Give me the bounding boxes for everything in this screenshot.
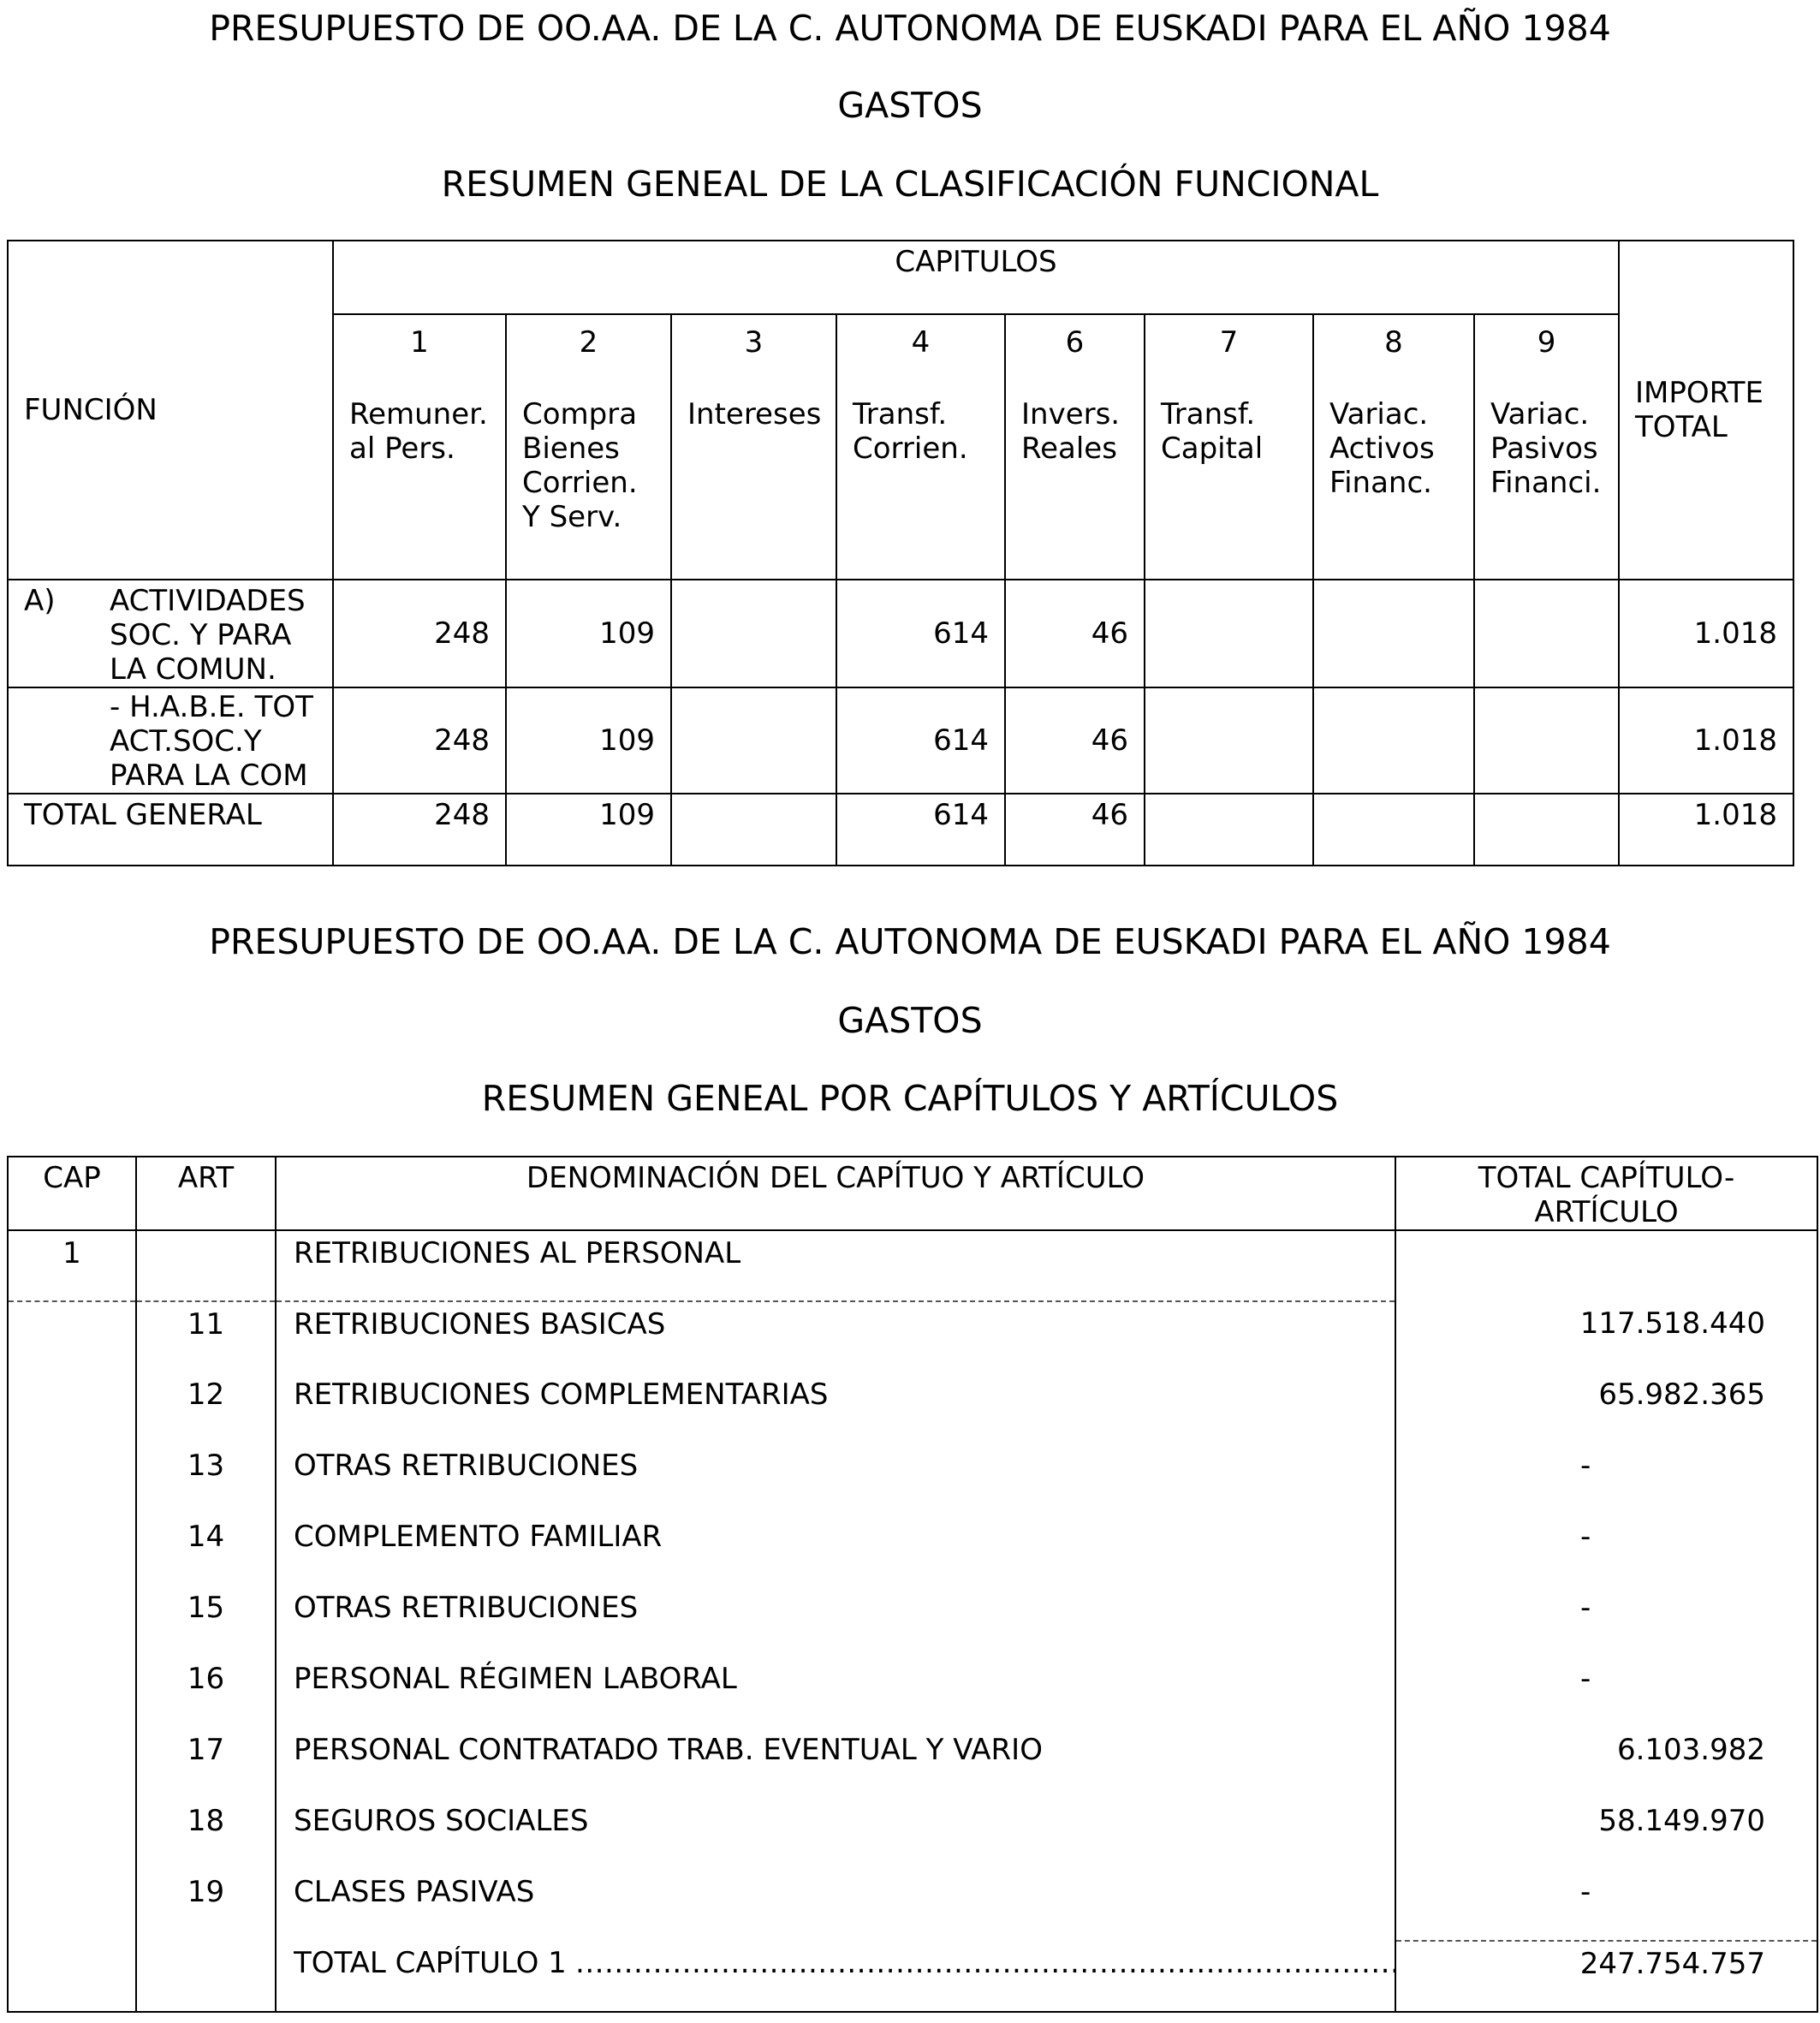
chapter-name: Transf. Corrien. <box>836 387 1005 580</box>
article-cap <box>8 1657 136 1728</box>
article-cap <box>8 1728 136 1799</box>
importe-total-header: IMPORTE TOTAL <box>1619 241 1793 580</box>
article-cap <box>8 1514 136 1586</box>
article-row <box>8 1728 1817 1799</box>
row-label <box>8 687 333 794</box>
chapter-number: 8 <box>1313 314 1474 387</box>
value-cell: 248 <box>333 580 506 687</box>
article-cap <box>8 1443 136 1514</box>
article-row <box>8 1799 1817 1870</box>
article-cap <box>8 1586 136 1657</box>
value-cell: 614 <box>836 580 1005 687</box>
total-chapter-value: 247.754.757 <box>1395 1941 1817 2012</box>
article-total: - <box>1395 1586 1817 1657</box>
cap-header: CAP <box>8 1157 136 1230</box>
value-cell <box>671 794 836 866</box>
article-cap <box>8 1799 136 1870</box>
row-label-text: ACTIVIDADES SOC. Y PARA LA COMUN. <box>110 584 306 687</box>
functional-classification-table <box>7 240 1794 866</box>
row-prefix <box>24 690 110 793</box>
article-number: 18 <box>136 1799 276 1870</box>
total-header: TOTAL CAPÍTULO-ARTÍCULO <box>1395 1157 1817 1230</box>
value-cell: 46 <box>1005 580 1145 687</box>
chapter-name: Transf. Capital <box>1145 387 1313 580</box>
value-cell <box>1313 687 1474 794</box>
table-row-total <box>8 794 1793 866</box>
funcion-header: FUNCIÓN <box>8 241 333 580</box>
article-total: - <box>1395 1514 1817 1586</box>
value-cell: 109 <box>506 580 671 687</box>
total-cell: 1.018 <box>1619 687 1793 794</box>
value-cell: 248 <box>333 687 506 794</box>
value-cell: 109 <box>506 794 671 866</box>
chapter-name: Variac. Activos Financ. <box>1313 387 1474 580</box>
article-number: 16 <box>136 1657 276 1728</box>
total-cap <box>8 1941 136 2012</box>
row-label-text: - H.A.B.E. TOT ACT.SOC.Y PARA LA COM <box>110 690 313 793</box>
value-cell <box>671 687 836 794</box>
total-chapter-label-cell <box>276 1941 1395 2012</box>
article-name: COMPLEMENTO FAMILIAR <box>276 1514 1395 1586</box>
article-number: 19 <box>136 1870 276 1941</box>
section2-title: PRESUPUESTO DE OO.AA. DE LA C. AUTONOMA DE EUSKADI PARA EL AÑO 1984 <box>209 921 1611 962</box>
chapter-number: 3 <box>671 314 836 387</box>
value-cell <box>1145 580 1313 687</box>
article-total: - <box>1395 1870 1817 1941</box>
row-label <box>8 580 333 687</box>
section1-heading: RESUMEN GENEAL DE LA CLASIFICACIÓN FUNCIONAL <box>441 164 1379 205</box>
chapter-cap: 1 <box>8 1230 136 1301</box>
chapter-number: 1 <box>333 314 506 387</box>
table-row <box>8 580 1793 687</box>
article-cap <box>8 1372 136 1443</box>
article-number: 15 <box>136 1586 276 1657</box>
article-name: OTRAS RETRIBUCIONES <box>276 1443 1395 1514</box>
article-name: OTRAS RETRIBUCIONES <box>276 1586 1395 1657</box>
total-art <box>136 1941 276 2012</box>
article-number: 11 <box>136 1301 276 1372</box>
chapter-number: 4 <box>836 314 1005 387</box>
denominacion-header: DENOMINACIÓN DEL CAPÍTUO Y ARTÍCULO <box>276 1157 1395 1230</box>
section2-subtitle: GASTOS <box>837 1000 983 1041</box>
dot-leader <box>575 1946 1395 1980</box>
article-cap <box>8 1301 136 1372</box>
chapter-total-row <box>8 1941 1817 2012</box>
article-total: - <box>1395 1443 1817 1514</box>
article-number: 17 <box>136 1728 276 1799</box>
chapter-total <box>1395 1230 1817 1301</box>
chapter-number: 9 <box>1474 314 1619 387</box>
article-row <box>8 1657 1817 1728</box>
article-total: 65.982.365 <box>1395 1372 1817 1443</box>
chapter-number: 2 <box>506 314 671 387</box>
chapter-name: Remuner. al Pers. <box>333 387 506 580</box>
total-cell: 1.018 <box>1619 580 1793 687</box>
total-cell: 1.018 <box>1619 794 1793 866</box>
article-name: PERSONAL CONTRATADO TRAB. EVENTUAL Y VARIO <box>276 1728 1395 1799</box>
value-cell: 614 <box>836 794 1005 866</box>
art-header: ART <box>136 1157 276 1230</box>
article-total: 6.103.982 <box>1395 1728 1817 1799</box>
article-total: 58.149.970 <box>1395 1799 1817 1870</box>
chapters-articles-table <box>7 1156 1818 2013</box>
chapter-art <box>136 1230 276 1301</box>
article-name: CLASES PASIVAS <box>276 1870 1395 1941</box>
section2-heading: RESUMEN GENEAL POR CAPÍTULOS Y ARTÍCULOS <box>481 1078 1339 1119</box>
value-cell <box>671 580 836 687</box>
chapter-number: 7 <box>1145 314 1313 387</box>
article-name: PERSONAL RÉGIMEN LABORAL <box>276 1657 1395 1728</box>
value-cell <box>1313 580 1474 687</box>
section1-subtitle: GASTOS <box>837 85 983 126</box>
value-cell: 109 <box>506 687 671 794</box>
row-prefix: A) <box>24 584 56 618</box>
table-row <box>8 687 1793 794</box>
article-row <box>8 1372 1817 1443</box>
total-chapter-label: TOTAL CAPÍTULO 1 <box>294 1946 567 1980</box>
chapter-name: Invers. Reales <box>1005 387 1145 580</box>
article-name: RETRIBUCIONES COMPLEMENTARIAS <box>276 1372 1395 1443</box>
article-row <box>8 1514 1817 1586</box>
value-cell <box>1474 794 1619 866</box>
value-cell: 46 <box>1005 687 1145 794</box>
article-total: 117.518.440 <box>1395 1301 1817 1372</box>
article-number: 13 <box>136 1443 276 1514</box>
article-number: 12 <box>136 1372 276 1443</box>
article-row <box>8 1301 1817 1372</box>
total-general-label: TOTAL GENERAL <box>8 794 333 866</box>
article-row <box>8 1586 1817 1657</box>
chapter-name: Variac. Pasivos Financi. <box>1474 387 1619 580</box>
chapter-row <box>8 1230 1817 1301</box>
chapter-name: RETRIBUCIONES AL PERSONAL <box>276 1230 1395 1301</box>
value-cell <box>1474 687 1619 794</box>
value-cell: 614 <box>836 687 1005 794</box>
value-cell <box>1145 794 1313 866</box>
section1-title: PRESUPUESTO DE OO.AA. DE LA C. AUTONOMA DE EUSKADI PARA EL AÑO 1984 <box>209 8 1611 49</box>
value-cell: 248 <box>333 794 506 866</box>
article-row <box>8 1870 1817 1941</box>
chapter-name: Compra Bienes Corrien. Y Serv. <box>506 387 671 580</box>
article-name: SEGUROS SOCIALES <box>276 1799 1395 1870</box>
capitulos-header: CAPITULOS <box>333 241 1619 314</box>
value-cell <box>1474 580 1619 687</box>
value-cell <box>1145 687 1313 794</box>
chapter-number: 6 <box>1005 314 1145 387</box>
article-row <box>8 1443 1817 1514</box>
article-cap <box>8 1870 136 1941</box>
article-total: - <box>1395 1657 1817 1728</box>
article-name: RETRIBUCIONES BASICAS <box>276 1301 1395 1372</box>
chapter-name: Intereses <box>671 387 836 580</box>
article-number: 14 <box>136 1514 276 1586</box>
value-cell <box>1313 794 1474 866</box>
value-cell: 46 <box>1005 794 1145 866</box>
